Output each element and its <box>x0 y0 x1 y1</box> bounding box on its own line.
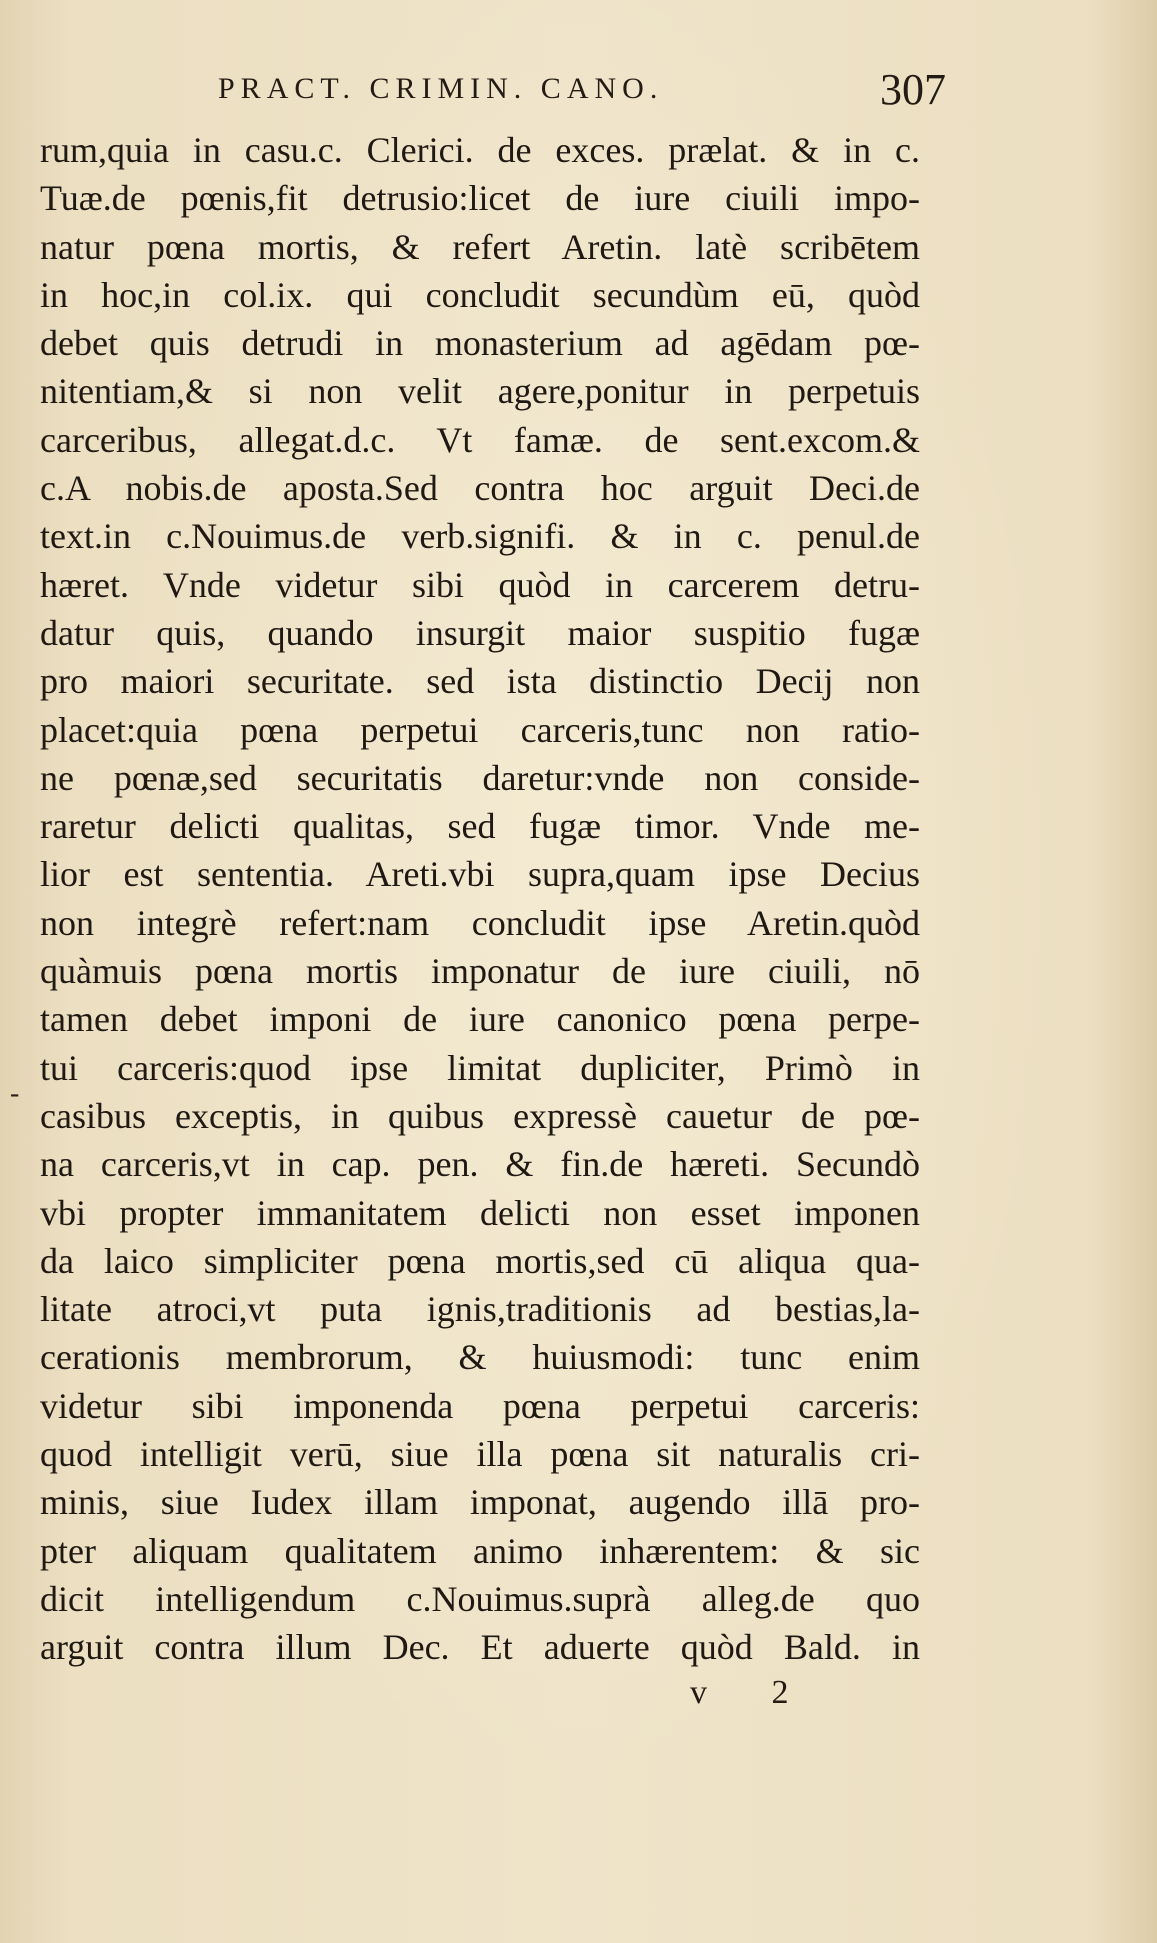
text-line: placet:quia pœna perpetui carceris,tunc non ratio- <box>40 709 920 750</box>
text-line: nitentiam,& si non velit agere,ponitur in perpetuis <box>40 371 920 412</box>
text-line: rum,quia in casu.c. Clerici. de exces. prælat. & in c. <box>40 130 920 170</box>
page-header <box>0 65 1157 116</box>
text-line: tui carceris:quod ipse limitat dupliciter, Primò in <box>40 1047 920 1088</box>
text-line: pter aliquam qualitatem animo inhærentem: & sic <box>40 1530 920 1571</box>
text-line: videtur sibi imponenda pœna perpetui carceris: <box>40 1385 920 1426</box>
text-line: quod intelligit verū, siue illa pœna sit naturalis cri- <box>40 1434 920 1475</box>
running-head: PRACT. CRIMIN. CANO. <box>218 72 664 105</box>
text-line: Tuæ.de pœnis,fit detrusio:licet de iure ciuili impo- <box>40 178 920 219</box>
text-line: da laico simpliciter pœna mortis,sed cū aliqua qua- <box>40 1240 920 1281</box>
signature-mark: v 2 <box>690 1674 817 1711</box>
text-line: cerationis membrorum, & huiusmodi: tunc enim <box>40 1337 920 1378</box>
text-line: tamen debet imponi de iure canonico pœna perpe- <box>40 999 920 1040</box>
text-line: datur quis, quando insurgit maior suspitio fugæ <box>40 612 920 653</box>
text-line: na carceris,vt in cap. pen. & fin.de hæreti. Secundò <box>40 1144 920 1185</box>
text-line: minis, siue Iudex illam imponat, augendo illā pro- <box>40 1482 920 1523</box>
text-line: casibus exceptis, in quibus expressè cauetur de pœ- <box>40 1095 920 1136</box>
text-line: carceribus, allegat.d.c. Vt famæ. de sent.excom.& <box>40 419 920 460</box>
body-text <box>40 126 920 1672</box>
text-line: quàmuis pœna mortis imponatur de iure ciuili, nō <box>40 951 920 992</box>
text-line: c.A nobis.de aposta.Sed contra hoc arguit Deci.de <box>40 468 920 509</box>
text-line: pro maiori securitate. sed ista distinctio Decij non <box>40 661 920 702</box>
text-line: text.in c.Nouimus.de verb.signifi. & in c. penul.de <box>40 516 920 557</box>
page-number: 307 <box>880 65 946 114</box>
text-line: ne pœnæ,sed securitatis daretur:vnde non conside- <box>40 757 920 798</box>
text-line: debet quis detrudi in monasterium ad agēdam pœ- <box>40 323 920 364</box>
text-line: non integrè refert:nam concludit ipse Aretin.quòd <box>40 902 920 943</box>
text-line: hæret. Vnde videtur sibi quòd in carcerem detru- <box>40 564 920 605</box>
text-line: natur pœna mortis, & refert Aretin. latè scribētem <box>40 226 920 267</box>
margin-mark: - <box>10 1078 20 1109</box>
text-line: litate atroci,vt puta ignis,traditionis ad bestias,la- <box>40 1289 920 1330</box>
text-line: in hoc,in col.ix. qui concludit secundùm eū, quòd <box>40 274 920 315</box>
text-line: lior est sententia. Areti.vbi supra,quam ipse Decius <box>40 854 920 895</box>
text-line: dicit intelligendum c.Nouimus.suprà alleg.de quo <box>40 1578 920 1619</box>
text-line: arguit contra illum Dec. Et aduerte quòd Bald. in <box>40 1627 920 1668</box>
text-line: raretur delicti qualitas, sed fugæ timor. Vnde me- <box>40 806 920 847</box>
text-line: vbi propter immanitatem delicti non esset imponen <box>40 1192 920 1233</box>
